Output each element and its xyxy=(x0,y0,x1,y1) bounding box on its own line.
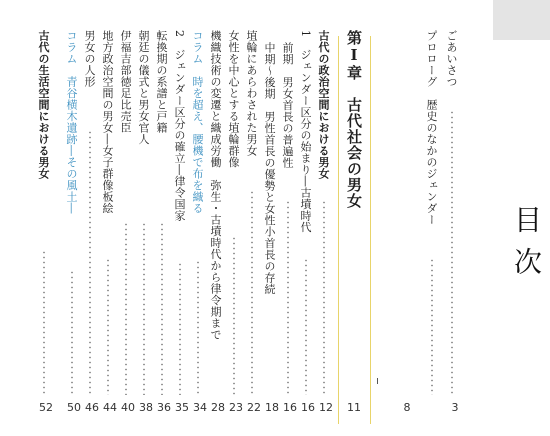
leader-dots xyxy=(107,258,109,395)
page-number: 8 xyxy=(403,401,411,414)
chapter-rule-left xyxy=(370,36,371,424)
toc-entry-prologue[interactable] xyxy=(426,30,437,226)
page-tab xyxy=(493,0,550,40)
leader-dots xyxy=(197,260,199,395)
toc-entry-ifukibe[interactable] xyxy=(120,30,131,134)
page-number: 23 xyxy=(229,401,243,414)
toc-entry-haniwa[interactable] xyxy=(246,30,257,157)
page-number: 38 xyxy=(139,401,153,414)
entry-title: 1 ジェンダー区分の始まり―古墳時代 xyxy=(299,30,312,233)
entry-title: 地方政治空間の男女―女子群像板絵 xyxy=(101,30,114,214)
entry-title: 朝廷の儀式と男女官人 xyxy=(137,30,150,145)
leader-dots xyxy=(233,236,235,395)
entry-title: 男女の人形 xyxy=(83,30,96,88)
entry-title: プロローグ 歴史のなかのジェンダー xyxy=(425,30,438,226)
page-number: 35 xyxy=(175,401,189,414)
entry-title: 機織技術の変遷と織成労働 弥生・古墳時代から律令期まで xyxy=(209,30,222,341)
toc-entry-section-political[interactable] xyxy=(318,30,329,180)
toc-entry-weaving[interactable] xyxy=(210,30,221,341)
entry-title: 転換期の系譜と戸籍 xyxy=(155,30,168,134)
page-number: 46 xyxy=(85,401,99,414)
page-number: 36 xyxy=(157,401,171,414)
leader-dots xyxy=(451,110,453,395)
entry-title: 埴輪にあらわされた男女 xyxy=(245,30,258,157)
leader-dots xyxy=(323,200,325,395)
toc-entry-greeting[interactable] xyxy=(446,30,457,88)
page-number: 44 xyxy=(103,401,117,414)
leader-dots xyxy=(161,222,163,395)
entry-title: 2 ジェンダー区分の確立―律令国家 xyxy=(173,30,186,222)
leader-dots xyxy=(125,222,127,395)
page-number: 34 xyxy=(193,401,207,414)
entry-title: 前期 男女首長の普遍性 xyxy=(281,42,294,169)
page-number: 22 xyxy=(247,401,261,414)
toc-entry-chapter-1[interactable] xyxy=(346,30,361,209)
toc-entry-early-period[interactable] xyxy=(282,42,293,169)
toc-entry-subsection-1[interactable] xyxy=(300,30,311,233)
entry-title: 中期～後期 男性首長の優勢と女性小首長の存続 xyxy=(263,42,276,295)
page-number: 12 xyxy=(319,401,333,414)
page-number: 52 xyxy=(39,401,53,414)
leader-dots xyxy=(89,130,91,395)
page-number: 18 xyxy=(265,401,279,414)
toc-entry-court-ceremony[interactable] xyxy=(138,30,149,145)
print-speck xyxy=(377,378,378,384)
leader-dots xyxy=(143,222,145,395)
entry-title: 古代の政治空間における男女 xyxy=(317,30,330,180)
page-number: 40 xyxy=(121,401,135,414)
page-number: 16 xyxy=(301,401,315,414)
entry-title: 古代の生活空間における男女 xyxy=(37,30,50,180)
entry-title: コラム 青谷横木遺跡―その風土― xyxy=(65,30,78,214)
page-number: 50 xyxy=(67,401,81,414)
toc-entry-genealogy[interactable] xyxy=(156,30,167,134)
page-number: 11 xyxy=(347,401,361,414)
toc-entry-column-loom[interactable] xyxy=(192,30,203,214)
chapter-rule-right xyxy=(338,36,339,424)
toc-entry-section-living[interactable] xyxy=(38,30,49,180)
page-number: 16 xyxy=(283,401,297,414)
entry-title: 伊福吉部徳足比売臣 xyxy=(119,30,132,134)
toc-entry-subsection-2[interactable] xyxy=(174,30,185,222)
leader-dots xyxy=(43,250,45,395)
entry-title: 女性を中心とする埴輪群像 xyxy=(227,30,240,168)
page-number: 3 xyxy=(451,401,459,414)
leader-dots xyxy=(179,262,181,395)
leader-dots xyxy=(431,258,433,395)
page-title: 目次 xyxy=(510,205,543,289)
leader-dots xyxy=(71,270,73,395)
entry-title: コラム 時を超え、腰機で布を織る xyxy=(191,30,204,214)
toc-entry-dolls[interactable] xyxy=(84,30,95,88)
page-number: 28 xyxy=(211,401,225,414)
entry-title: 第Ⅰ章 古代社会の男女 xyxy=(345,30,363,209)
leader-dots xyxy=(251,190,253,395)
leader-dots xyxy=(305,258,307,395)
toc-entry-haniwa-group[interactable] xyxy=(228,30,239,168)
toc-entry-local-politics[interactable] xyxy=(102,30,113,214)
leader-dots xyxy=(287,200,289,395)
toc-entry-column-aoya[interactable] xyxy=(66,30,77,214)
toc-entry-middle-late-period[interactable] xyxy=(264,42,275,295)
entry-title: ごあいさつ xyxy=(445,30,458,88)
